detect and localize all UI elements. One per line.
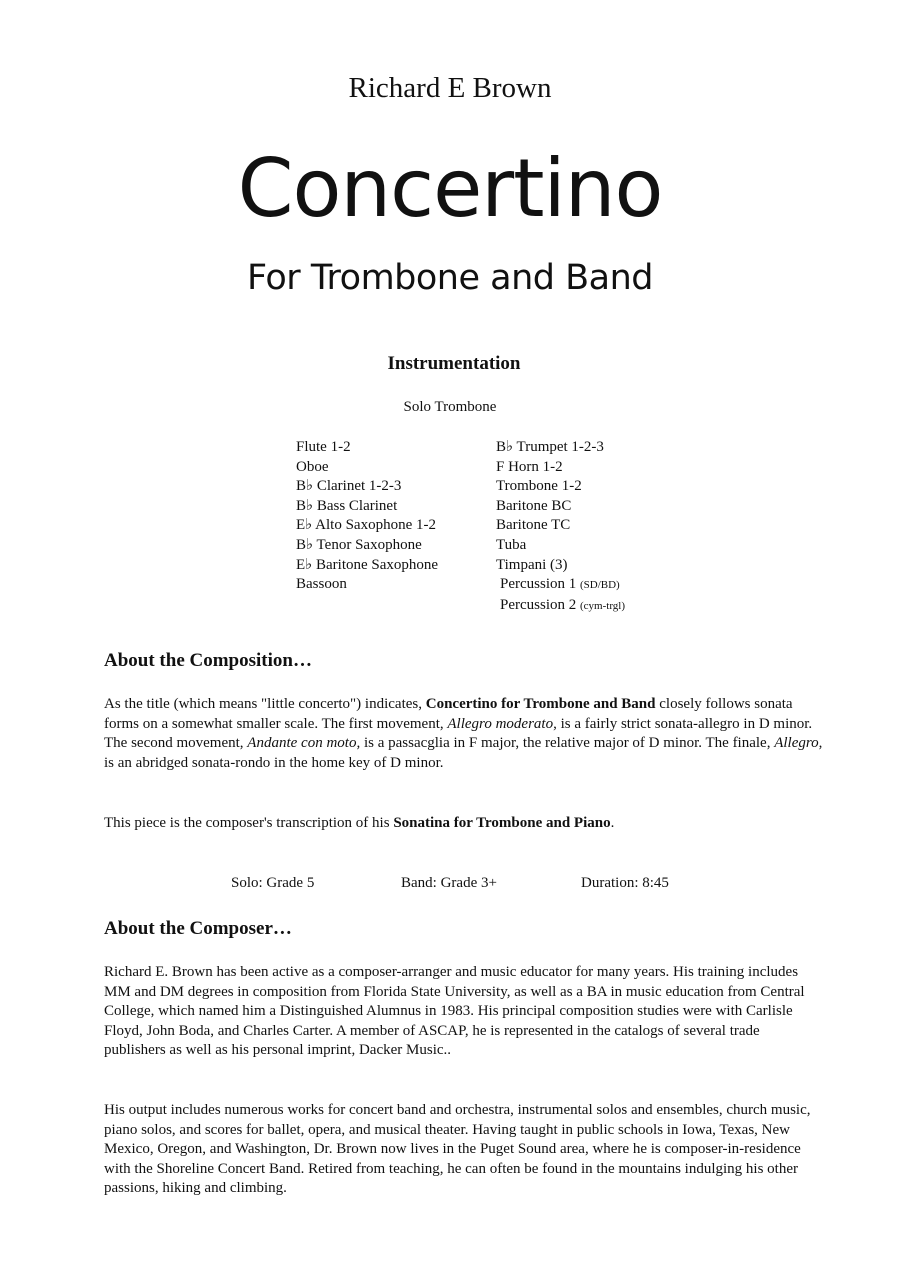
percussion-note: (SD/BD) xyxy=(580,579,620,592)
transcription-paragraph xyxy=(104,814,824,834)
instrument-item: B♭ Trumpet 1-2-3 xyxy=(496,439,604,455)
movement-tempo: Andante con moto, xyxy=(247,735,361,752)
solo-instrument: Solo Trombone xyxy=(403,399,497,415)
instrument-list-left xyxy=(296,438,438,595)
composer-heading: About the Composer… xyxy=(104,918,292,939)
band-grade: Band: Grade 3+ xyxy=(401,875,497,891)
movement-tempo: Allegro moderato xyxy=(447,715,554,732)
text-run: As the title (which means "little concerto") indicates, xyxy=(104,696,426,712)
instrument-item: Baritone TC xyxy=(496,517,571,534)
instrument-item: F Horn 1-2 xyxy=(496,458,563,475)
instrument-item: Bassoon xyxy=(296,576,347,593)
composition-heading: About the Composition… xyxy=(104,650,312,671)
duration: Duration: 8:45 xyxy=(581,875,669,891)
instrument-item xyxy=(496,596,625,617)
work-name-bold: Concertino for Trombone and Band xyxy=(425,696,656,712)
composer-output-paragraph: His output includes numerous works for concert band and orchestra, instrumental solos and ensembles, church music, piano solos, and scores for ballet, opera, and musical theater. Having taught in public schools in Iowa, Texas, New Mexico, Oregon, and Washington, Dr. Brown now lives in the Puget Sound area, where he is composer-in-residence with the Shoreline Concert Band. Retired from teaching, he can often be found in the mountains indulging his other passions, hiking and climbing. xyxy=(104,1102,811,1197)
work-title: Concertino xyxy=(237,142,663,235)
text-run: , is an abridged sonata-rondo in the home key of D minor. xyxy=(104,735,823,771)
instrument-item: B♭ Tenor Saxophone xyxy=(296,536,422,553)
work-name-bold: Sonatina for Trombone and Piano xyxy=(393,815,611,831)
work-subtitle: For Trombone and Band xyxy=(247,258,653,298)
instrument-item: E♭ Alto Saxophone 1-2 xyxy=(296,517,436,534)
text-run: , is a fairly strict sonata-allegro in D minor. The second movement, xyxy=(104,715,813,752)
instrument-list-right xyxy=(496,438,625,616)
percussion-name: Percussion 1 xyxy=(500,576,577,593)
instrument-item: Flute 1-2 xyxy=(296,439,351,455)
instrument-item: Trombone 1-2 xyxy=(496,478,582,495)
solo-grade: Solo: Grade 5 xyxy=(231,875,315,891)
movement-tempo: Allegro xyxy=(774,735,819,752)
instrumentation-heading: Instrumentation xyxy=(387,353,521,374)
percussion-name: Percussion 2 xyxy=(500,596,577,613)
instrument-item: Timpani (3) xyxy=(496,556,568,573)
composer-name: Richard E Brown xyxy=(348,72,552,104)
instrument-item: B♭ Bass Clarinet xyxy=(296,497,398,514)
instrument-item: Tuba xyxy=(496,536,527,553)
text-run: closely follows sonata forms on a somewhat smaller scale. The first movement, xyxy=(104,696,793,732)
text-run: . xyxy=(610,815,615,831)
instrument-item: B♭ Clarinet 1-2-3 xyxy=(296,478,402,495)
text-run: This piece is the composer's transcription of his xyxy=(104,815,394,831)
instrument-item: E♭ Baritone Saxophone xyxy=(296,556,439,573)
instrument-item: Baritone BC xyxy=(496,497,572,514)
composer-bio-paragraph: Richard E. Brown has been active as a composer-arranger and music educator for many years. His training includes MM and DM degrees in composition from Florida State University, as well as a BA in music education from Central College, which named him a Distinguished Alumnus in 1983. His principal composition studies were with Carlisle Floyd, John Boda, and Charles Carter. A member of ASCAP, he is represented in the catalogs of several trade publishers as well as his personal imprint, Dacker Music.. xyxy=(104,964,805,1059)
composition-paragraph xyxy=(104,695,824,773)
instrument-item xyxy=(496,575,625,596)
text-run: is a passacglia in F major, the relative major of D minor. The finale, xyxy=(360,735,775,752)
percussion-note: (cym-trgl) xyxy=(580,599,626,612)
instrument-item: Oboe xyxy=(296,458,329,475)
